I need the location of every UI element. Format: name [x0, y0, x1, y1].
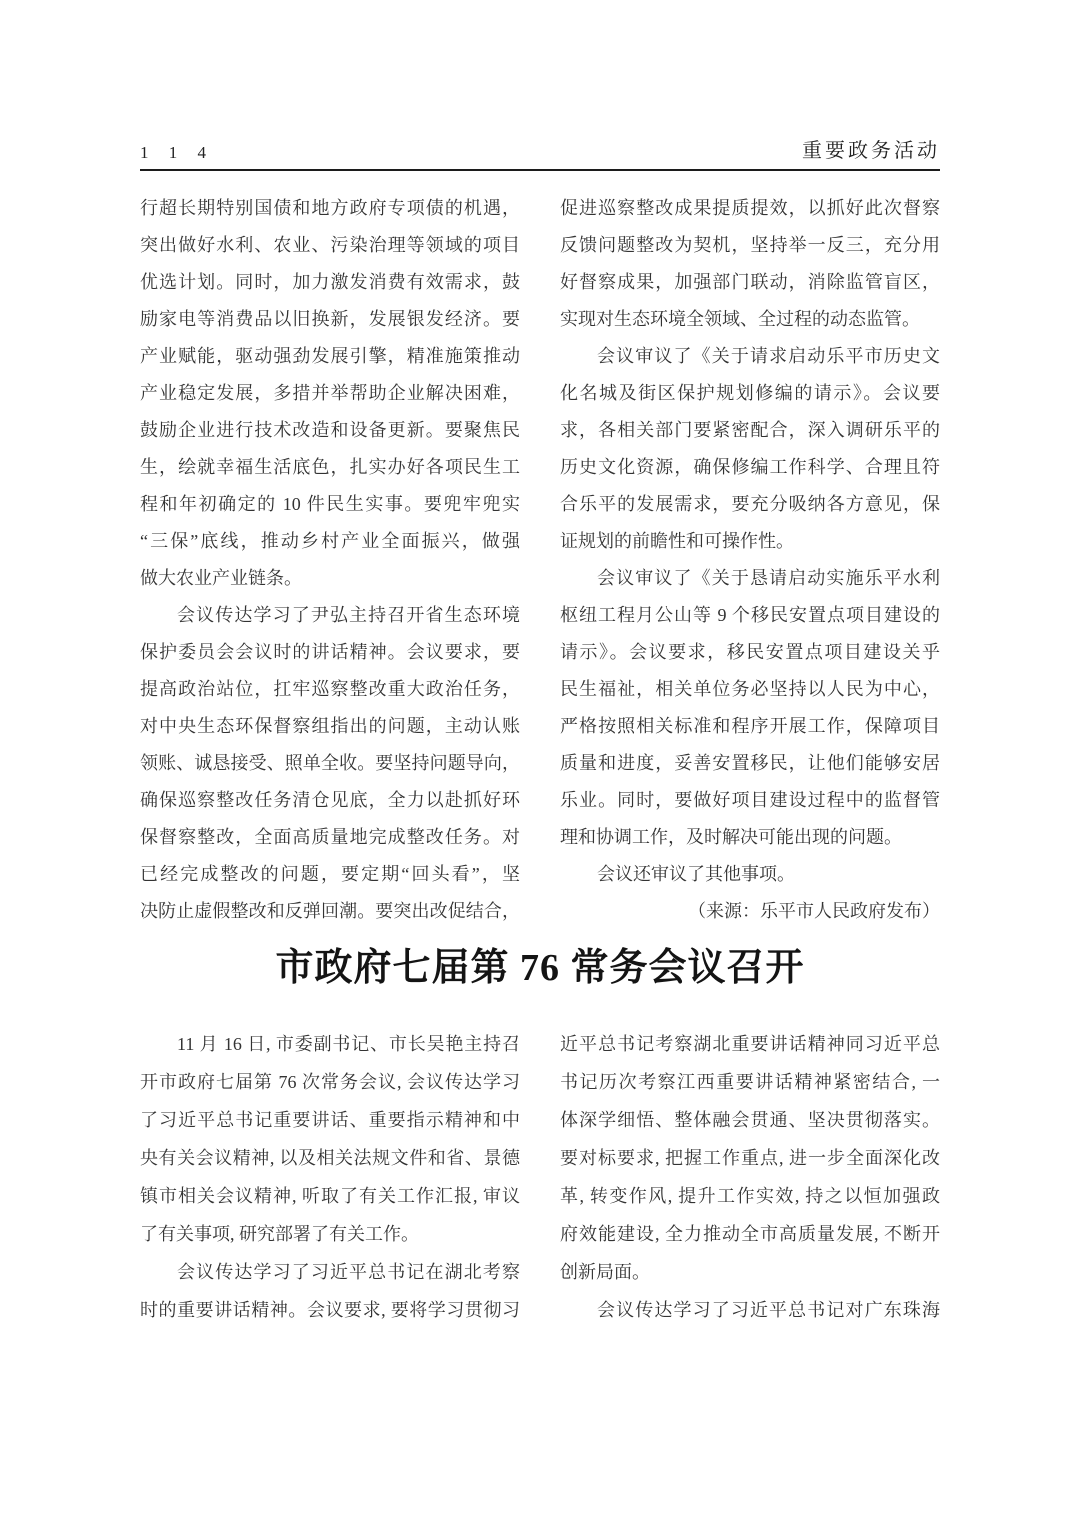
text-line: 实现对生态环境全领域、全过程的动态监管。 — [560, 309, 920, 329]
text-line: 好督察成果，加强部门联动，消除监管盲区， — [560, 272, 940, 292]
text-line: 革, 转变作风, 提升工作实效, 持之以恒加强政 — [560, 1186, 940, 1206]
text-line: 镇市相关会议精神, 听取了有关工作汇报, 审议 — [140, 1186, 520, 1206]
text-line: 确保巡察整改任务清仓见底，全力以赴抓好环 — [140, 790, 520, 810]
text-line: 质量和进度，妥善安置移民，让他们能够安居 — [560, 753, 940, 773]
text-line: 产业稳定发展，多措并举帮助企业解决困难， — [140, 383, 520, 403]
text-line: 提高政治站位，扛牢巡察整改重大政治任务， — [140, 679, 520, 699]
text-line: （来源：乐平市人民政府发布） — [688, 901, 940, 921]
text-line: 领账、诚恳接受、照单全收。要坚持问题导向， — [140, 753, 520, 773]
text-line: 书记历次考察江西重要讲话精神紧密结合, 一 — [560, 1072, 940, 1092]
text-line: 时的重要讲话精神。会议要求, 要将学习贯彻习 — [140, 1300, 520, 1320]
text-line: 求，各相关部门要紧密配合，深入调研乐平的 — [560, 420, 940, 440]
text-line: 化名城及街区保护规划修编的请示》。会议要 — [560, 383, 940, 403]
text-line: 近平总书记考察湖北重要讲话精神同习近平总 — [560, 1034, 940, 1054]
text-line: 反馈问题整改为契机，坚持举一反三，充分用 — [560, 235, 940, 255]
text-line: 会议审议了《关于请求启动乐平市历史文 — [597, 346, 940, 366]
text-line: 创新局面。 — [560, 1262, 650, 1282]
text-line: 请示》。会议要求，移民安置点项目建设关乎 — [560, 642, 940, 662]
article2-right-column — [560, 1025, 940, 1329]
text-line: 突出做好水利、农业、污染治理等领域的项目 — [140, 235, 520, 255]
text-line: 了有关事项, 研究部署了有关工作。 — [140, 1224, 419, 1244]
text-line: 枢纽工程月公山等 9 个移民安置点项目建设的 — [560, 605, 940, 625]
article1-left-column — [140, 190, 520, 930]
text-line: 促进巡察整改成果提质提效，以抓好此次督察 — [560, 198, 940, 218]
article1-right-column — [560, 190, 940, 930]
page-number: 1 1 4 — [140, 143, 214, 162]
text-line: 11 月 16 日, 市委副书记、市长吴艳主持召 — [177, 1034, 520, 1054]
article2-left-column — [140, 1025, 520, 1329]
text-line: 会议传达学习了尹弘主持召开省生态环境 — [177, 605, 520, 625]
text-line: “三保”底线，推动乡村产业全面振兴，做强 — [140, 531, 520, 551]
text-line: 证规划的前瞻性和可操作性。 — [560, 531, 794, 551]
text-line: 历史文化资源，确保修编工作科学、合理且符 — [560, 457, 940, 477]
article1-body — [140, 190, 940, 930]
text-line: 民生福祉，相关单位务必坚持以人民为中心， — [560, 679, 940, 699]
text-line: 对中央生态环保督察组指出的问题，主动认账 — [140, 716, 520, 736]
text-line: 会议审议了《关于恳请启动实施乐平水利 — [597, 568, 940, 588]
text-line: 已经完成整改的问题，要定期“回头看”，坚 — [140, 864, 520, 884]
page-header — [140, 134, 940, 171]
text-line: 行超长期特别国债和地方政府专项债的机遇， — [140, 198, 520, 218]
text-line: 严格按照相关标准和程序开展工作，保障项目 — [560, 716, 940, 736]
section-title: 重要政务活动 — [802, 140, 940, 162]
text-line: 要对标要求, 把握工作重点, 进一步全面深化改 — [560, 1148, 940, 1168]
text-line: 体深学细悟、整体融会贯通、坚决贯彻落实。 — [560, 1110, 940, 1130]
text-line: 鼓励企业进行技术改造和设备更新。要聚焦民 — [140, 420, 520, 440]
text-line: 做大农业产业链条。 — [140, 568, 302, 588]
article2-title: 市政府七届第 76 常务会议召开 — [275, 947, 805, 989]
text-line: 保督察整改，全面高质量地完成整改任务。对 — [140, 827, 520, 847]
text-line: 了习近平总书记重要讲话、重要指示精神和中 — [140, 1110, 520, 1130]
text-line: 会议传达学习了习近平总书记对广东珠海 — [597, 1300, 940, 1320]
text-line: 理和协调工作，及时解决可能出现的问题。 — [560, 827, 902, 847]
text-line: 乐业。同时，要做好项目建设过程中的监督管 — [560, 790, 940, 810]
text-line: 生，绘就幸福生活底色，扎实办好各项民生工 — [140, 457, 520, 477]
text-line: 保护委员会会议时的讲话精神。会议要求，要 — [140, 642, 520, 662]
text-line: 励家电等消费品以旧换新，发展银发经济。要 — [140, 309, 520, 329]
text-line: 府效能建设, 全力推动全市高质量发展, 不断开 — [560, 1224, 940, 1244]
text-line: 合乐平的发展需求，要充分吸纳各方意见，保 — [560, 494, 940, 514]
text-line: 会议传达学习了习近平总书记在湖北考察 — [177, 1262, 520, 1282]
article2-body — [140, 1025, 940, 1329]
text-line: 央有关会议精神, 以及相关法规文件和省、景德 — [140, 1148, 520, 1168]
text-line: 产业赋能，驱动强劲发展引擎，精准施策推动 — [140, 346, 520, 366]
text-line: 开市政府七届第 76 次常务会议, 会议传达学习 — [140, 1072, 520, 1092]
text-line: 会议还审议了其他事项。 — [597, 864, 795, 884]
text-line: 决防止虚假整改和反弹回潮。要突出改促结合， — [140, 901, 520, 921]
text-line: 程和年初确定的 10 件民生实事。要兜牢兜实 — [140, 494, 520, 514]
text-line: 优选计划。同时，加力激发消费有效需求，鼓 — [140, 272, 520, 292]
